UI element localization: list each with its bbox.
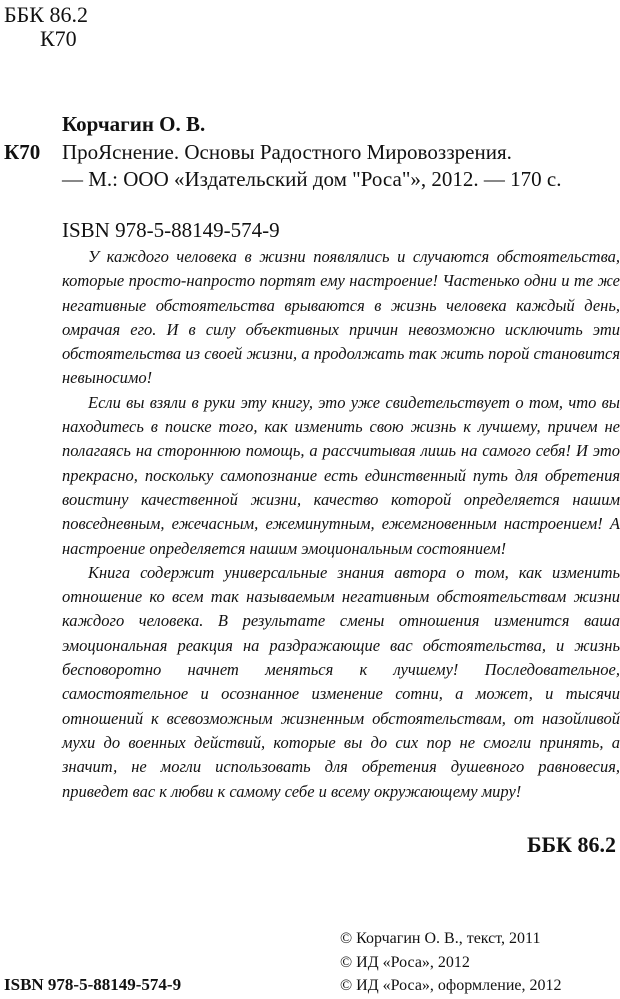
isbn-main: ISBN 978-5-88149-574-9 bbox=[62, 218, 280, 242]
author-mark-top: К70 bbox=[40, 26, 77, 51]
copyright-line: © Корчагин О. В., текст, 2011 bbox=[340, 930, 541, 947]
bbk-code-right: ББК 86.2 bbox=[526, 832, 616, 857]
annotation-paragraph: У каждого человека в жизни появлялись и случаются обстоятельства, которые просто-напросто портят ему настроение! Частенько одни и те же негативные обстоятельства врываются в жизнь человека каждый день, омрачая его. И в силу объективных причин невозможно исключить эти обстоятельства из своей жизни, а продолжать так жить порой становится невыносимо! bbox=[62, 247, 620, 388]
book-title-line: ПроЯснение. Основы Радостного Мировоззрения. bbox=[62, 140, 512, 164]
copyright-block bbox=[340, 927, 561, 998]
annotation-paragraph: Книга содержит универсальные знания автора о том, как изменить отношение ко всем так называемым негативным обстоятельствам жизни каждого человека. В результате смены отношения изменится ваша эмоциональная реакция на раздражающие вас обстоятельства, и жизнь бесповоротно начнет меняться к лучшему! Последовательное, самостоятельное и осознанное изменение сотни, а может, и тысячи отношений к всевозможным жизненным обстоятельствам, от назойливой мухи до военных действий, которые вы до сих пор не смогли принять, а значит, не могли использовать для обретения душевного равновесия, приведет вас к любви к самому себе и всему окружающему миру! bbox=[62, 562, 620, 801]
annotation-paragraph: Если вы взяли в руки эту книгу, это уже свидетельствует о том, что вы находитесь в поиске того, как изменить свою жизнь к лучшему, причем не полагаясь на стороннюю помощь, а рассчитывая лишь на самого себя! И это прекрасно, поскольку самопознание есть единственный путь для обретения воистину качественной жизни, качество которой определяется нашим повседневным, ежечасным, ежеминутным, ежемгновенным настроением! А настроение определяется нашим эмоциональным состоянием! bbox=[62, 392, 620, 558]
isbn-bottom: ISBN 978-5-88149-574-9 bbox=[4, 975, 182, 994]
bbk-code-top: ББК 86.2 bbox=[4, 2, 88, 27]
copyright-line: © ИД «Роса», 2012 bbox=[340, 953, 470, 971]
annotation-text bbox=[62, 245, 620, 804]
author-mark-side: К70 bbox=[4, 140, 41, 164]
author-name bbox=[62, 112, 205, 137]
publisher-line: — М.: ООО «Издательский дом "Роса"», 2012. — 170 с. bbox=[62, 167, 562, 191]
author-text: Корчагин О. В. bbox=[62, 112, 206, 136]
copyright-line: © ИД «Роса», оформление, 2012 bbox=[340, 977, 562, 994]
